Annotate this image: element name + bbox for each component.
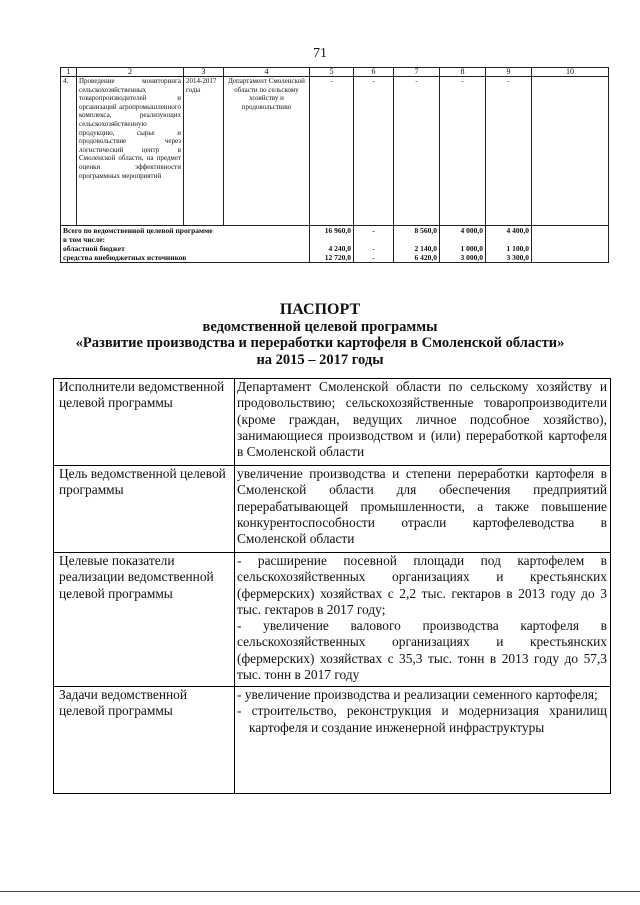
total-value: - <box>354 244 394 253</box>
column-header: 6 <box>354 68 394 77</box>
passport-value: Департамент Смоленской области по сельскому хозяйству и продовольствию; сельскохозяйственные товаропроизводители (кроме граждан, ведущих личное подсобное хозяйство), занимающиеся производством и (или) переработкой картофеля в Смоленской области <box>235 379 611 466</box>
total-row <box>61 244 609 253</box>
program-years: на 2015 – 2017 годы <box>256 351 384 368</box>
column-header: 7 <box>394 68 440 77</box>
total-label: областной бюджет <box>61 244 224 253</box>
row-value: - <box>310 77 354 226</box>
budget-table <box>60 67 609 263</box>
total-value: 1 100,0 <box>486 244 532 253</box>
passport-value: увеличение производства и степени переработки картофеля в Смоленской области для обеспечения предприятий перерабатывающей промышленности, а также повышение конкурентоспособности отрасли картофелеводства в Смоленской области <box>235 466 611 553</box>
passport-row <box>54 553 611 687</box>
row-value: - <box>486 77 532 226</box>
column-header: 5 <box>310 68 354 77</box>
total-label: Всего по ведомственной целевой программе <box>61 226 224 236</box>
column-header: 1 <box>61 68 77 77</box>
passport-row <box>54 687 611 794</box>
passport-heading <box>0 302 640 368</box>
passport-label: Цель ведомственной целевой программы <box>54 466 235 553</box>
total-value: 16 960,0 <box>310 226 354 236</box>
row-value: - <box>440 77 486 226</box>
total-value: 1 000,0 <box>440 244 486 253</box>
total-row <box>61 235 609 244</box>
row-value <box>532 77 609 226</box>
list-item: - расширение посевной площади под картофелем в сельскохозяйственных организациях и крестьянских (фермерских) хозяйствах с 2,2 тыс. гектаров в 2013 году до 3 тыс. гектаров в 2017 году; <box>237 553 607 617</box>
list-item: - увеличение валового производства картофеля в сельскохозяйственных организациях и крестьянских (фермерских) хозяйствах с 35,3 тыс. тонн в 2013 году до 57,3 тыс. тонн в 2017 году <box>237 618 607 683</box>
table-row <box>61 77 609 226</box>
table-header-row <box>61 68 609 77</box>
program-name: «Развитие производства и переработки картофеля в Смоленской области» <box>75 335 565 351</box>
list-item: - увеличение производства и реализации семенного картофеля; <box>237 687 598 702</box>
column-header: 10 <box>532 68 609 77</box>
total-value: - <box>354 226 394 236</box>
passport-value <box>235 553 611 687</box>
total-label: средства внебюджетных источников <box>61 253 224 263</box>
total-row <box>61 253 609 263</box>
column-header: 8 <box>440 68 486 77</box>
passport-value <box>235 687 611 794</box>
passport-label: Целевые показатели реализации ведомственной целевой программы <box>54 553 235 687</box>
passport-row <box>54 379 611 466</box>
column-header: 4 <box>224 68 310 77</box>
page-number: 71 <box>313 46 327 61</box>
total-value: 12 720,0 <box>310 253 354 263</box>
passport-title: ПАСПОРТ <box>279 301 361 318</box>
passport-table <box>53 378 611 794</box>
row-number: 4. <box>61 77 77 226</box>
page-bottom-edge <box>0 891 640 892</box>
total-value: 8 560,0 <box>394 226 440 236</box>
total-value: 4 000,0 <box>440 226 486 236</box>
total-value: 4 240,0 <box>310 244 354 253</box>
column-header: 3 <box>184 68 224 77</box>
row-period: 2014-2017 годы <box>184 77 224 226</box>
total-value: - <box>354 253 394 263</box>
row-value: - <box>394 77 440 226</box>
total-value: 6 420,0 <box>394 253 440 263</box>
row-description: Проведение мониторинга сельскохозяйственных товаропроизводителей и организаций агропромышленного комплекса, реализующих сельскохозяйственную продукцию, сырье и продовольствие через логистический центр в Смоленской области, на предмет оценки эффективности программных мероприятий <box>77 77 184 226</box>
total-value: 4 400,0 <box>486 226 532 236</box>
total-label: в том числе: <box>61 235 224 244</box>
total-value: 3 000,0 <box>440 253 486 263</box>
total-value: 2 140,0 <box>394 244 440 253</box>
passport-label: Исполнители ведомственной целевой программы <box>54 379 235 466</box>
row-executor: Департамент Смоленской области по сельскому хозяйству и продовольствию <box>224 77 310 226</box>
passport-subtitle: ведомственной целевой программы <box>202 318 438 335</box>
list-item: - строительство, реконструкция и модернизация хранилищ картофеля и создание инженерной инфраструктуры <box>237 703 607 735</box>
passport-label: Задачи ведомственной целевой программы <box>54 687 235 794</box>
row-value: - <box>354 77 394 226</box>
passport-row <box>54 466 611 553</box>
total-value: 3 300,0 <box>486 253 532 263</box>
column-header: 2 <box>77 68 184 77</box>
column-header: 9 <box>486 68 532 77</box>
total-row <box>61 226 609 236</box>
